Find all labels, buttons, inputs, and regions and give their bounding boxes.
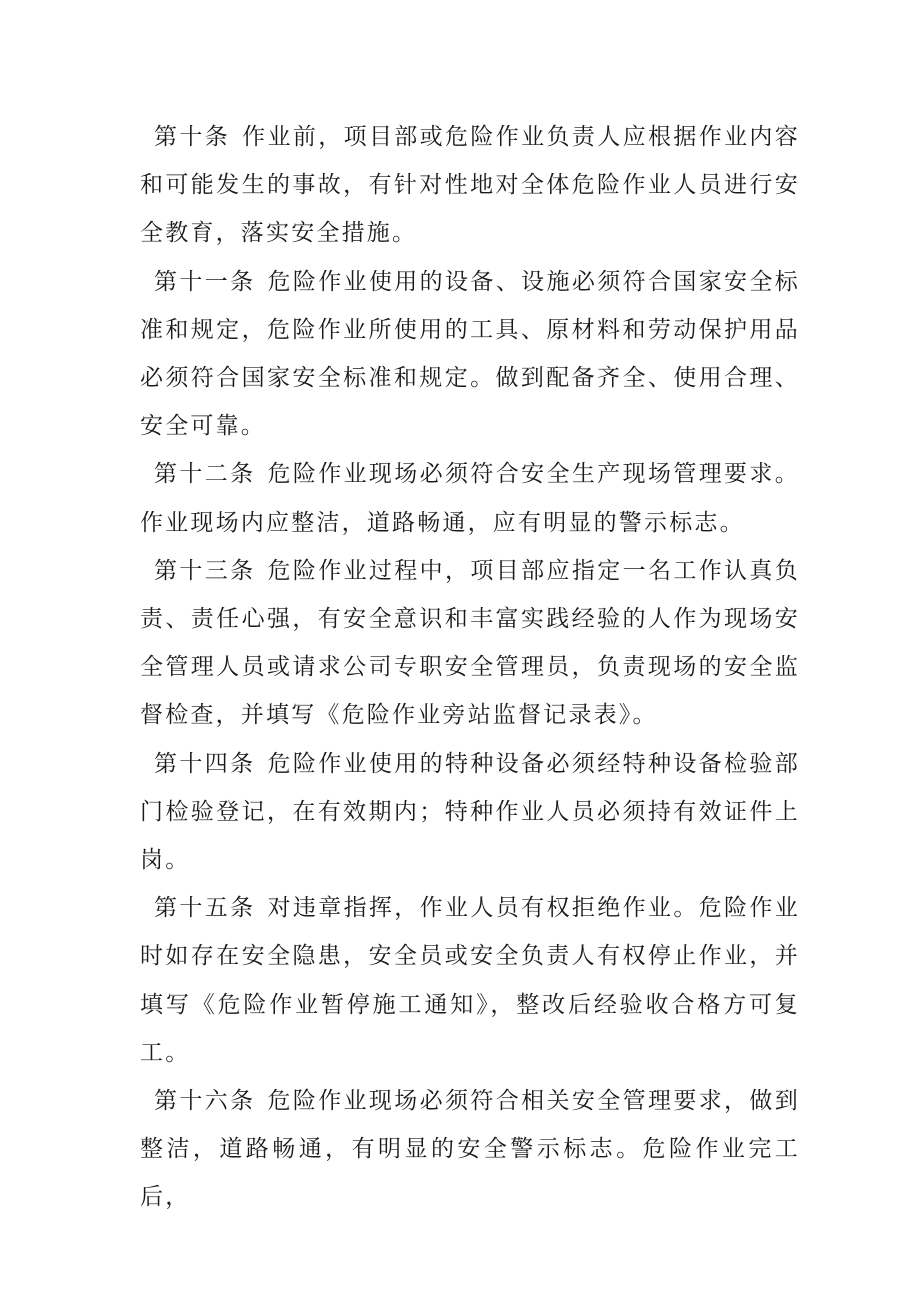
article-number: 第十三条 — [154, 557, 256, 584]
article-number: 第十四条 — [154, 750, 256, 777]
article-text: 危险作业过程中，项目部应指定一名工作认真负责、责任心强，有安全意识和丰富实践经验的人作为现场安全管理人员或请求公司专职安全管理员，负责现场的安全监督检查，并填写《危险作业旁站监督记录表》。 — [140, 557, 800, 729]
article-text: 危险作业使用的设备、设施必须符合国家安全标准和规定，危险作业所使用的工具、原材料和劳动保护用品必须符合国家安全标准和规定。做到配备齐全、使用合理、安全可靠。 — [140, 268, 800, 440]
article-paragraph-11 — [140, 258, 800, 451]
article-text: 危险作业现场必须符合安全生产现场管理要求。作业现场内应整洁，道路畅通，应有明显的警示标志。 — [140, 461, 800, 536]
article-number: 第十五条 — [154, 895, 256, 922]
article-text: 危险作业使用的特种设备必须经特种设备检验部门检验登记，在有效期内；特种作业人员必须持有效证件上岗。 — [140, 750, 800, 874]
article-text: 作业前，项目部或危险作业负责人应根据作业内容和可能发生的事故，有针对性地对全体危险作业人员进行安全教育，落实安全措施。 — [140, 124, 800, 247]
article-text: 危险作业现场必须符合相关安全管理要求，做到整洁，道路畅通，有明显的安全警示标志。危险作业完工后， — [140, 1088, 800, 1211]
document-body — [140, 113, 800, 1222]
article-paragraph-16 — [140, 1077, 800, 1222]
article-number: 第十一条 — [154, 268, 256, 295]
article-number: 第十六条 — [154, 1088, 256, 1115]
article-paragraph-10 — [140, 113, 800, 258]
article-paragraph-14 — [140, 740, 800, 885]
article-number: 第十二条 — [154, 461, 256, 488]
article-paragraph-15 — [140, 884, 800, 1077]
article-paragraph-13 — [140, 547, 800, 740]
article-paragraph-12 — [140, 450, 800, 546]
article-text: 对违章指挥，作业人员有权拒绝作业。危险作业时如存在安全隐患，安全员或安全负责人有权停止作业，并填写《危险作业暂停施工通知》，整改后经验收合格方可复工。 — [140, 895, 800, 1066]
article-number: 第十条 — [154, 124, 231, 150]
